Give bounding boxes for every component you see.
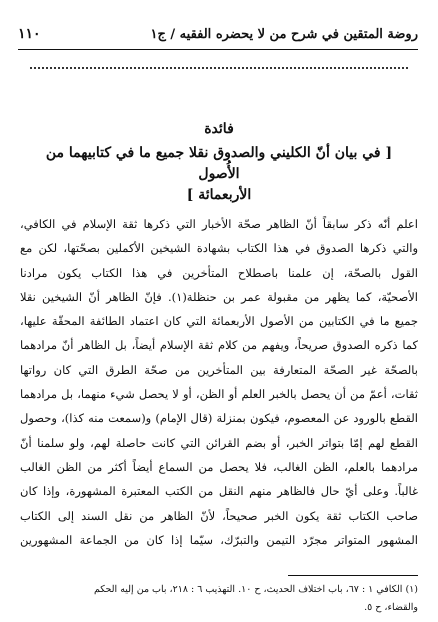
body-line: غالباً. وعلى أيّ حال فالظاهر منهم النقل من الكتب المعتبرة المشهورة، وإذا كان <box>20 484 418 499</box>
footnote-line: والقضاء، ح ٥. <box>364 602 418 613</box>
body-text <box>20 212 418 552</box>
footnote-rule <box>288 575 418 576</box>
body-line: القطع بالورود عن المعصوم، فيكون بمنزلة (قال الإمام) و(سمعت منه كذا)، وحصول <box>20 411 418 426</box>
running-title: روضة المتقين في شرح من لا يحضره الفقيه / ج١ <box>150 27 418 42</box>
body-line: صاحب الكتاب ثقة يكون الخبر صحيحاً، لأنّ الظاهر من نقل السند إلى الكتاب <box>20 508 418 523</box>
page-header <box>18 26 418 48</box>
body-line: كما ذكره الصدوق صريحاً، ويفهم من كلام ثقة الإسلام أيضاً، بل الظاهر أنّ مرادهما <box>20 338 418 353</box>
body-line: اعلم أنّه ذكر سابقاً أنّ الظاهر صحّة الأخبار التي ذكرها ثقة الإسلام في الكافي، <box>20 217 418 231</box>
subtitle-line: [ في بيان أنّ الكليني والصدوق نقلا جميع ما في كتابيهما من الأُصول <box>45 145 393 182</box>
body-line: القول بالصحّة، إن علمنا باصطلاح المتأخرين في هذا الكتاب يكون مرادنا <box>20 265 418 280</box>
body-line: الأصحيّة، كما يظهر من مقبولة عمر بن حنظلة(١). فإنّ الظاهر أنّ الشيخين نقلا <box>20 289 418 304</box>
body-line: جميع ما في الكتابين من الأصول الأربعمائة التي كان اعتماد الطائفة المحقّة عليها، <box>20 314 418 329</box>
body-line: والتي ذكرها الصدوق في هذا الكتاب بشهادة الشيخين الأكملين بصحّتها، لكن مع <box>20 241 418 256</box>
dotted-separator <box>30 67 408 69</box>
footnote-line: (١) الكافي ١ : ٦٧، باب اختلاف الحديث، ح ١٠. التهذيب ٦ : ٢١٨، باب من إليه الحكم <box>93 584 418 595</box>
body-line: بالصحّة غير الصحّة المتعارفة بين المتأخرين من صحّة الطرق التي كان رواتها <box>20 362 418 377</box>
body-line: القطع لهم إمّا بتواتر الخبر، أو بضم القرائن التي كانت حاصلة لهم، ولو سلمنا أنّ <box>20 435 418 450</box>
subtitle-line: الأربعمائة ] <box>186 187 252 203</box>
section-title: فائدة <box>204 121 234 137</box>
section-subtitle <box>24 143 414 206</box>
footnote <box>22 581 418 617</box>
page-number: ١١٠ <box>18 26 41 42</box>
header-rule <box>18 49 418 50</box>
body-line: المشهور المتواتر مجرّد التيمن والتبرّك، سيّما إذا كان من الجماعة المشهورين <box>20 532 418 547</box>
body-line: ثقات، أعمّ من أن يحصل بالخبر العلم أو الظن، أو لا يحصل شيء منهما، بل مرادهما <box>20 387 418 402</box>
body-line: مرادهما بالعلم، الظن الغالب، فلا يحصل من السماع أيضاً أكثر من الظن الغالب <box>20 459 418 474</box>
